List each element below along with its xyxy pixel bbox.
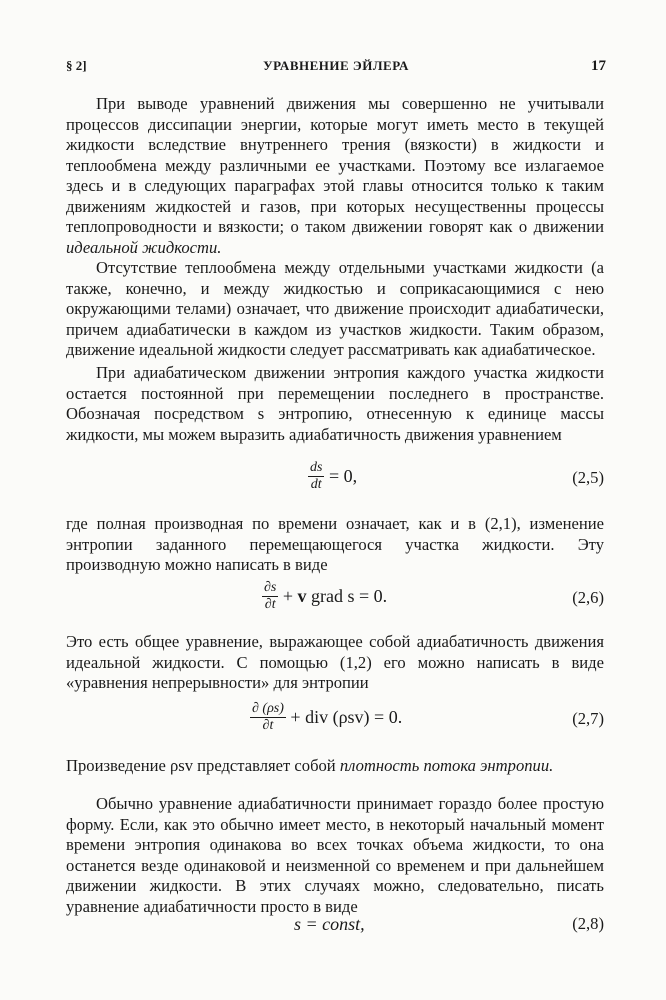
paragraph-text: где полная производная по времени означает, как и в (2,1), изменение энтропии заданного перемещающегося участка жидкости. Эту производную можно написать в виде [66, 514, 604, 574]
paragraph-text: При выводе уравнений движения мы совершенно не учитывали процессов диссипации энергии, которые могут иметь место в текущей жидкости вследствие внутреннего трения (вязкости) в жидкости и теплообмена между различными ее участками. Поэтому все излагаемое здесь и в следующих параграфах этой главы относится только к таким движениям жидкостей и газов, при которых несущественны процессы теплопроводности и вязкости; о таком движении говорят как о движении [66, 94, 604, 236]
page-number: 17 [591, 58, 606, 74]
equation-body: s = const, [294, 914, 365, 934]
paragraph-entropy-flux [66, 756, 604, 777]
section-marker: § 2] [66, 58, 87, 73]
fraction: $\frac{\partial (\rho s)}{\partial t}$ [252, 701, 284, 733]
chapter-title: УРАВНЕНИЕ ЭЙЛЕРА [263, 58, 409, 73]
running-header [66, 58, 606, 80]
paragraph-text: При адиабатическом движении энтропия каждого участка жидкости остается постоянной при перемещении последнего в пространстве. Обозначая посредством s энтропию, отнесенную к единице массы жидкости, мы можем выразить адиабатичность движения уравнением [66, 363, 604, 444]
paragraph-text: Это есть общее уравнение, выражающее собой адиабатичность движения идеальной жидкости. С помощью (1,2) его можно написать в виде «уравнения непрерывности» для энтропии [66, 632, 604, 692]
equation-body: $\frac{ds}{dt}$ = 0, [310, 460, 358, 492]
paragraph-entropy [66, 363, 604, 445]
equation-number: (2,8) [572, 914, 604, 933]
fraction: $\frac{\partial s}{\partial t}$ [264, 580, 277, 612]
paragraph-dissipation [66, 94, 604, 258]
paragraph-general-equation [66, 632, 604, 694]
paragraph-simple-form [66, 794, 604, 917]
equation-2-5 [66, 460, 604, 500]
equation-number: (2,6) [572, 588, 604, 607]
equation-body: $\frac{\partial (\rho s)}{\partial t}$ + div (ρsv) = 0. [252, 701, 403, 733]
paragraph-text: Обычно уравнение адиабатичности принимает гораздо более простую форму. Если, как это обычно имеет место, в некоторый начальный момент времени энтропия одинакова во всех точках объема жидкости, то она останется везде одинаковой и неизменной со временем и при дальнейшем движении жидкости. В этих случаях можно, следовательно, писать уравнение адиабатичности просто в виде [66, 794, 604, 916]
equation-2-6 [66, 580, 604, 620]
equation-2-8 [66, 914, 604, 954]
paragraph-derivative [66, 514, 604, 576]
equation-number: (2,7) [572, 709, 604, 728]
equation-2-7 [66, 701, 604, 741]
paragraph-adiabatic [66, 258, 604, 361]
equation-number: (2,5) [572, 468, 604, 487]
ideal-fluid-term: идеальной жидкости. [66, 237, 222, 257]
paragraph-text: Произведение ρsv представляет собой [66, 756, 336, 775]
fraction: $\frac{ds}{dt}$ [310, 460, 323, 492]
entropy-flux-term: плотность потока энтропии. [339, 756, 554, 775]
paragraph-text: Отсутствие теплообмена между отдельными участками жидкости (а также, конечно, и между жидкостью и соприкасающимися с нею окружающими телами) означает, что движение происходит адиабатически, причем адиабатически в каждом из участков жидкости. Таким образом, движение идеальной жидкости следует рассматривать как адиабатическое. [66, 258, 604, 359]
equation-body: $\frac{\partial s}{\partial t}$ + v grad s = 0. [264, 580, 388, 612]
